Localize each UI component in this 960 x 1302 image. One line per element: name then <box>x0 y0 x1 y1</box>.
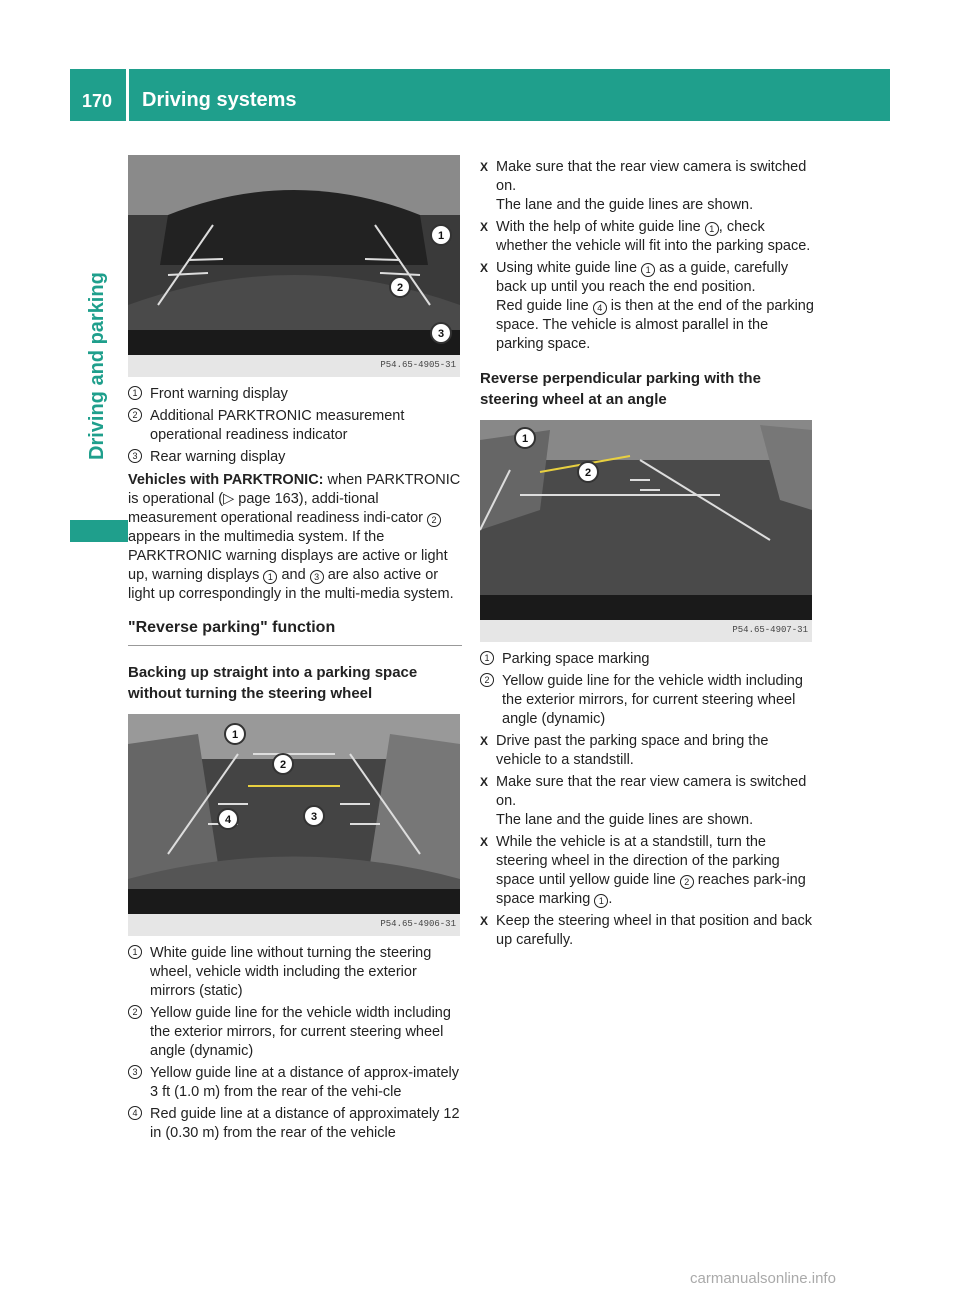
figure-code: P54.65-4906-31 <box>380 919 456 929</box>
parktronic-paragraph: Vehicles with PARKTRONIC: when PARKTRONIC is operational (▷ page 163), addi-tional measurement operational readiness indi-cator 2 appears in the multimedia system. If the PARKTRONIC warning displays are active or light up, warning displays 1 and 3 are also active or light up correspondingly in the multi-media system. <box>128 472 461 602</box>
instruction-step: X With the help of white guide line 1 , check whether the vehicle will fit into the parking space. <box>480 219 811 254</box>
side-tab-marker <box>70 520 128 542</box>
section-heading: "Reverse parking" function <box>128 618 462 646</box>
right-column <box>480 155 814 953</box>
page-header <box>70 69 890 121</box>
left-column <box>128 155 462 1146</box>
list-item: 1 Front warning display <box>128 385 462 404</box>
list-item: 2 Yellow guide line for the vehicle width including the exterior mirrors, for current steering wheel angle (dynamic) <box>480 672 814 729</box>
side-tab-label: Driving and parking <box>86 272 108 460</box>
list-item: 3 Yellow guide line at a distance of approx-imately 3 ft (1.0 m) from the rear of the vehi-cle <box>128 1064 462 1102</box>
callout-2: 2 <box>396 282 404 294</box>
callout-1: 1 <box>231 729 239 741</box>
callout-4: 4 <box>224 814 232 826</box>
watermark-url: carmanualsonline.info <box>690 1270 836 1287</box>
instruction-step: X Make sure that the rear view camera is switched on. The lane and the guide lines are shown. <box>480 774 807 828</box>
section-heading: Reverse perpendicular parking with the steering wheel at an angle <box>480 370 761 408</box>
list-item: 1 Parking space marking <box>480 650 814 669</box>
instruction-step: X Using white guide line 1 as a guide, carefully back up until you reach the end position. Red guide line 4 is then at the end of the parking space. The vehicle is almost parallel in the parking space. <box>480 260 814 352</box>
instruction-step: X Keep the steering wheel in that position and back up carefully. <box>480 913 812 948</box>
list-item: 1 White guide line without turning the steering wheel, vehicle width including the exterior mirrors (static) <box>128 944 462 1001</box>
chapter-title: Driving systems <box>142 89 297 111</box>
list-item: 3 Rear warning display <box>128 448 462 467</box>
figure-straight-parking <box>128 714 460 936</box>
figure-front-warning <box>128 155 460 377</box>
figure-code: P54.65-4907-31 <box>732 625 808 635</box>
list-item: 4 Red guide line at a distance of approximately 12 in (0.30 m) from the rear of the vehicle <box>128 1105 462 1143</box>
callout-3: 3 <box>437 328 445 340</box>
side-tab <box>86 272 116 490</box>
list-item: 2 Additional PARKTRONIC measurement operational readiness indicator <box>128 407 462 445</box>
subsection-heading: Backing up straight into a parking space without turning the steering wheel <box>128 664 418 702</box>
list-item: 2 Yellow guide line for the vehicle width including the exterior mirrors, for current steering wheel angle (dynamic) <box>128 1004 462 1061</box>
callout-3: 3 <box>310 811 318 823</box>
figure-angled-parking <box>480 420 812 642</box>
instruction-step: X Make sure that the rear view camera is switched on. The lane and the guide lines are shown. <box>480 159 807 213</box>
callout-1: 1 <box>521 433 529 445</box>
header-divider <box>126 69 129 121</box>
page-number: 170 <box>82 91 113 111</box>
instruction-step: X While the vehicle is at a standstill, turn the steering wheel in the direction of the parking space until yellow guide line 2 reaches park-ing space marking 1 . <box>480 834 806 907</box>
instruction-step: X Drive past the parking space and bring the vehicle to a standstill. <box>480 733 769 768</box>
figure-code: P54.65-4905-31 <box>380 360 456 370</box>
callout-2: 2 <box>584 467 592 479</box>
callout-2: 2 <box>279 759 287 771</box>
callout-1: 1 <box>437 230 445 242</box>
